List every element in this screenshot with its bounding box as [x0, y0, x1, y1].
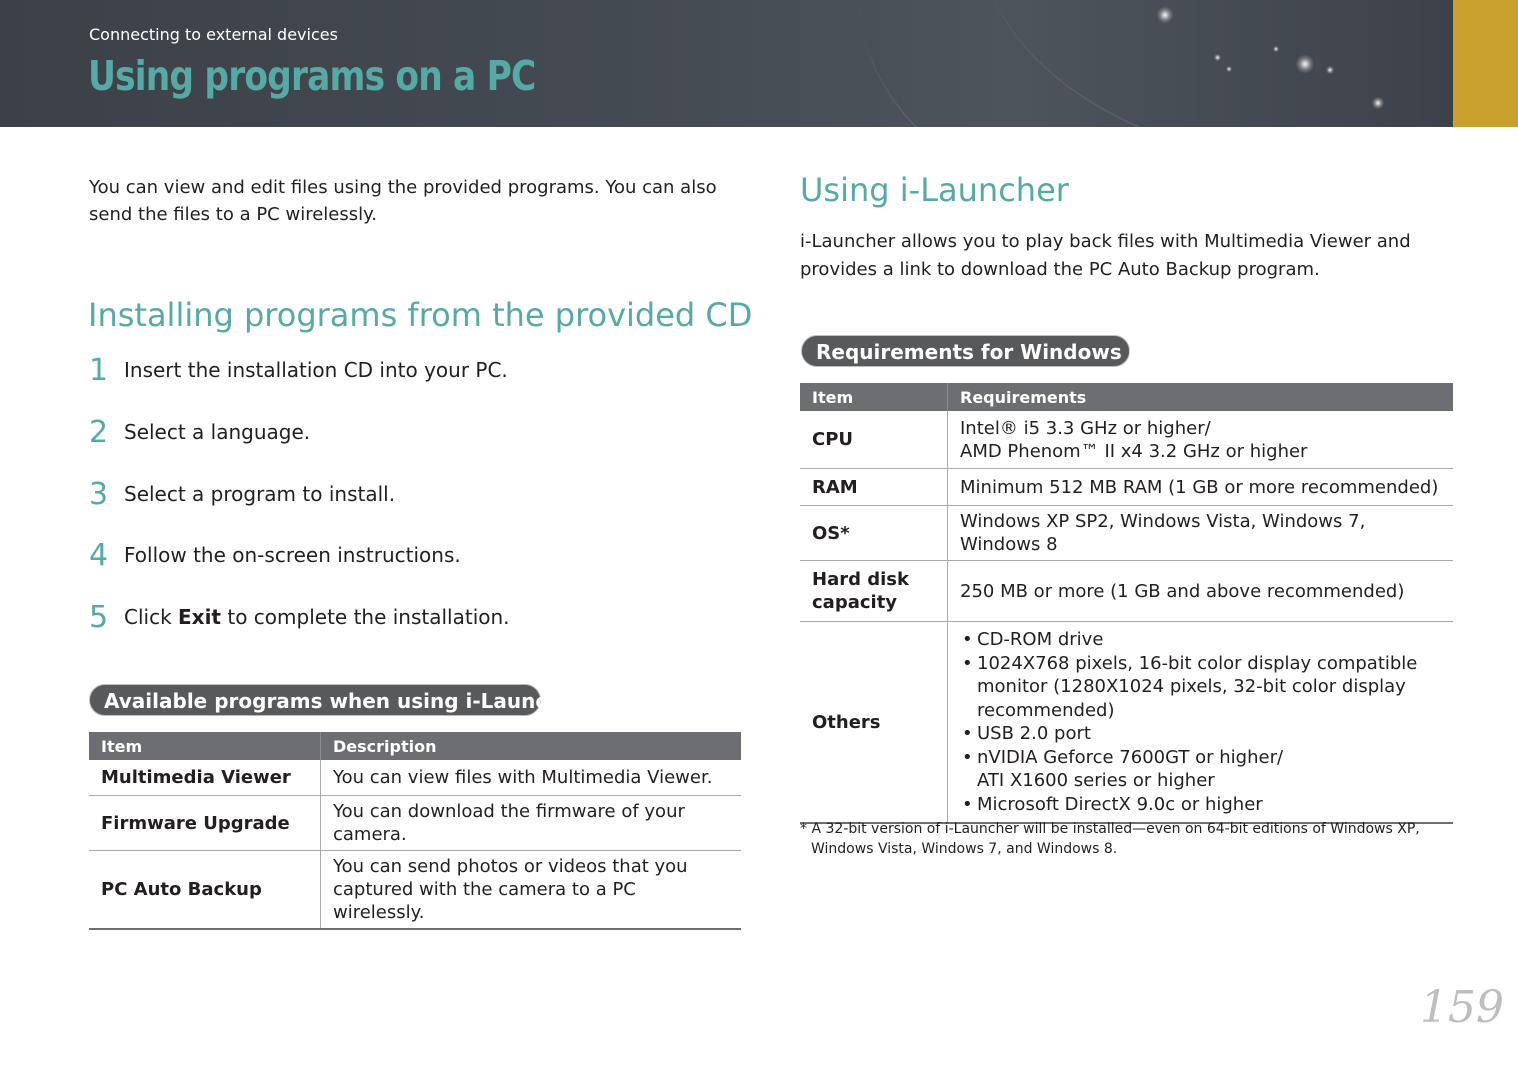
row-item: Others — [800, 622, 948, 824]
value-line: AMD Phenom™ II x4 3.2 GHz or higher — [960, 440, 1308, 462]
bullet-line: • Microsoft DirectX 9.0c or higher — [977, 793, 1263, 815]
header-banner — [0, 0, 1453, 127]
step-number: 4 — [89, 538, 109, 573]
table-row — [89, 796, 741, 851]
sparkle-icon — [1326, 66, 1334, 74]
step-number: 2 — [89, 415, 109, 450]
table-row — [89, 760, 741, 796]
page-title: Using programs on a PC — [88, 52, 536, 100]
row-item: RAM — [800, 469, 948, 506]
table-row — [800, 506, 1453, 561]
table-row — [800, 469, 1453, 506]
column-header: Item — [89, 732, 321, 760]
column-header: Item — [800, 383, 948, 411]
bullet-line: ATI X1600 series or higher — [977, 770, 1215, 791]
sparkle-icon — [1226, 66, 1232, 72]
table-header-row — [800, 383, 1453, 411]
item-line: capacity — [812, 592, 898, 613]
bullet-line: • nVIDIA Geforce 7600GT or higher/ — [977, 746, 1284, 768]
list-item — [960, 722, 1441, 746]
row-item — [800, 561, 948, 622]
sparkle-icon — [1214, 54, 1221, 61]
row-item: CPU — [800, 411, 948, 469]
list-item — [960, 793, 1441, 817]
row-value: Windows XP SP2, Windows Vista, Windows 7, Windows 8 — [948, 506, 1454, 561]
row-description: You can view files with Multimedia Viewer. — [321, 760, 742, 796]
programs-table — [89, 732, 741, 930]
footnote: * A 32-bit version of i-Launcher will be installed—even on 64-bit editions of Windows XP, Windows Vista, Windows 7, and Windows 8. — [800, 821, 1420, 857]
breadcrumb: Connecting to external devices — [89, 25, 338, 44]
row-item: OS* — [800, 506, 948, 561]
column-header: Description — [321, 732, 742, 760]
others-bullet-list — [960, 628, 1441, 816]
sparkle-icon — [1372, 97, 1384, 109]
value-line: Intel® i5 3.3 GHz or higher/ — [960, 417, 1211, 439]
description-line: captured with the camera to a PC wirelessly. — [333, 879, 636, 923]
row-item: PC Auto Backup — [89, 851, 321, 930]
step-text: Insert the installation CD into your PC. — [124, 358, 508, 382]
table-row — [89, 851, 741, 930]
row-value — [948, 622, 1454, 824]
step-text-pre: Click — [124, 605, 179, 629]
row-item: Multimedia Viewer — [89, 760, 321, 796]
column-header: Requirements — [948, 383, 1454, 411]
list-item — [960, 652, 1441, 723]
step-number: 5 — [89, 600, 109, 635]
step-text: Select a program to install. — [124, 482, 396, 506]
step-item — [89, 477, 395, 512]
bullet-line: recommended) — [977, 699, 1115, 721]
bullet-line: • CD-ROM drive — [977, 629, 1104, 650]
row-description: You can download the firmware of your camera. — [321, 796, 742, 851]
page-number: 159 — [1420, 982, 1504, 1033]
step-text: Follow the on-screen instructions. — [124, 543, 461, 567]
step-item — [89, 600, 510, 635]
step-item — [89, 538, 461, 573]
table-row — [800, 622, 1453, 824]
row-value: 250 MB or more (1 GB and above recommended) — [948, 561, 1454, 622]
intro-paragraph: You can view and edit files using the provided programs. You can also send the files to a PC wirelessly. — [89, 177, 717, 225]
bullet-line: • 1024X768 pixels, 16-bit color display compatible — [977, 652, 1418, 674]
sparkle-icon — [1273, 46, 1279, 52]
launcher-description: i-Launcher allows you to play back files with Multimedia Viewer and provides a link to download the PC Auto Backup program. — [800, 231, 1411, 280]
item-line: Hard disk — [812, 569, 909, 590]
requirements-table — [800, 383, 1453, 824]
install-heading: Installing programs from the provided CD — [88, 296, 753, 334]
table-row — [800, 561, 1453, 622]
sparkle-icon — [1296, 55, 1314, 73]
step-text-post: to complete the installation. — [221, 605, 510, 629]
step-text: Select a language. — [124, 420, 311, 444]
row-description — [321, 851, 742, 930]
bullet-line: monitor (1280X1024 pixels, 32-bit color display — [977, 676, 1406, 697]
exit-label: Exit — [178, 605, 221, 629]
table-row — [800, 411, 1453, 469]
description-line: You can send photos or videos that you — [333, 856, 688, 877]
step-text — [124, 605, 510, 629]
launcher-heading: Using i-Launcher — [800, 171, 1069, 209]
requirements-section-pill: Requirements for Windows OS — [801, 335, 1130, 367]
step-item — [89, 353, 508, 388]
list-item — [960, 628, 1441, 652]
table-header-row — [89, 732, 741, 760]
step-number: 3 — [89, 477, 109, 512]
sparkle-icon — [1157, 7, 1173, 23]
list-item — [960, 746, 1441, 793]
programs-section-pill: Available programs when using i-Launcher — [89, 684, 541, 716]
row-value: Minimum 512 MB RAM (1 GB or more recommended) — [948, 469, 1454, 506]
chapter-tab — [1453, 0, 1518, 127]
row-value — [948, 411, 1454, 469]
step-item — [89, 415, 310, 450]
row-item: Firmware Upgrade — [89, 796, 321, 851]
bullet-line: • USB 2.0 port — [977, 723, 1091, 744]
step-number: 1 — [89, 353, 109, 388]
